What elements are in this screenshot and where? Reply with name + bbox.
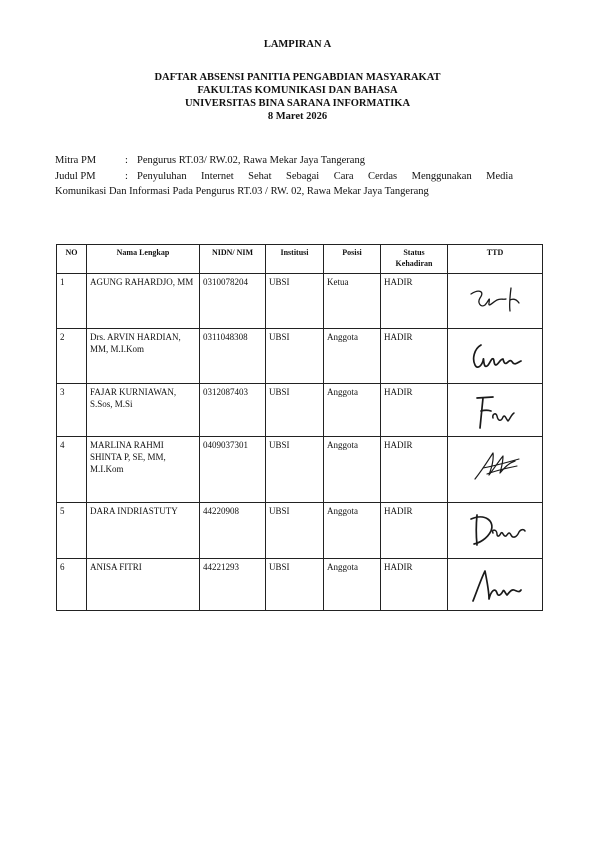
cell-nama: ANISA FITRI xyxy=(87,559,200,611)
cell-no: 5 xyxy=(57,503,87,559)
cell-nidn: 0312087403 xyxy=(200,384,266,437)
header-institusi: Institusi xyxy=(266,245,324,274)
attendance-table xyxy=(56,244,543,611)
cell-nama: FAJAR KURNIAWAN, S.Sos, M.Si xyxy=(87,384,200,437)
cell-ttd xyxy=(448,559,543,611)
signature-1 xyxy=(463,278,527,322)
document-date: 8 Maret 2026 xyxy=(267,111,328,122)
table-row xyxy=(57,274,543,329)
mitra-label: Mitra PM xyxy=(55,155,97,166)
document-title-line-2: FAKULTAS KOMUNIKASI DAN BAHASA xyxy=(197,85,398,96)
table-row xyxy=(57,437,543,503)
cell-no: 3 xyxy=(57,384,87,437)
cell-status: HADIR xyxy=(381,559,448,611)
header-nama: Nama Lengkap xyxy=(87,245,200,274)
table-header-row xyxy=(57,245,543,274)
cell-nama: DARA INDRIASTUTY xyxy=(87,503,200,559)
judul-label: Judul PM xyxy=(55,170,96,182)
cell-institusi: UBSI xyxy=(266,559,324,611)
cell-nidn: 0311048308 xyxy=(200,329,266,384)
cell-nidn: 0409037301 xyxy=(200,437,266,503)
header-ttd: TTD xyxy=(448,245,543,274)
header-status: Status Kehadiran xyxy=(381,245,448,274)
cell-institusi: UBSI xyxy=(266,274,324,329)
cell-ttd xyxy=(448,329,543,384)
cell-no: 2 xyxy=(57,329,87,384)
cell-status: HADIR xyxy=(381,274,448,329)
cell-nidn: 44220908 xyxy=(200,503,266,559)
mitra-colon: : xyxy=(125,155,128,166)
cell-ttd xyxy=(448,437,543,503)
signature-2 xyxy=(463,333,527,377)
cell-no: 6 xyxy=(57,559,87,611)
cell-status: HADIR xyxy=(381,437,448,503)
signature-6 xyxy=(463,563,527,607)
cell-no: 4 xyxy=(57,437,87,503)
cell-nama: MARLINA RAHMI SHINTA P, SE, MM, M.I.Kom xyxy=(87,437,200,503)
cell-posisi: Ketua xyxy=(324,274,381,329)
info-block xyxy=(55,153,513,200)
cell-nidn: 44221293 xyxy=(200,559,266,611)
header-no: NO xyxy=(57,245,87,274)
table-row xyxy=(57,329,543,384)
cell-status: HADIR xyxy=(381,503,448,559)
cell-nama: AGUNG RAHARDJO, MM xyxy=(87,274,200,329)
cell-posisi: Anggota xyxy=(324,559,381,611)
document-title-line-3: UNIVERSITAS BINA SARANA INFORMATIKA xyxy=(184,98,411,109)
judul-colon: : xyxy=(125,170,128,182)
judul-value: Penyuluhan Internet Sehat Sebagai Cara Cerdas Menggunakan Media xyxy=(137,170,513,182)
cell-posisi: Anggota xyxy=(324,437,381,503)
cell-status: HADIR xyxy=(381,329,448,384)
cell-posisi: Anggota xyxy=(324,503,381,559)
cell-ttd xyxy=(448,274,543,329)
table-row xyxy=(57,384,543,437)
cell-institusi: UBSI xyxy=(266,437,324,503)
cell-ttd xyxy=(448,503,543,559)
cell-institusi: UBSI xyxy=(266,503,324,559)
cell-no: 1 xyxy=(57,274,87,329)
cell-institusi: UBSI xyxy=(266,384,324,437)
judul-continuation: Komunikasi Dan Informasi Pada Pengurus RT.03 / RW. 02, Rawa Mekar Jaya Tangerang xyxy=(55,186,429,197)
appendix-heading: LAMPIRAN A xyxy=(263,39,332,50)
signature-4 xyxy=(463,441,527,485)
signature-3 xyxy=(463,388,527,432)
cell-posisi: Anggota xyxy=(324,384,381,437)
mitra-value: Pengurus RT.03/ RW.02, Rawa Mekar Jaya Tangerang xyxy=(137,155,365,166)
cell-posisi: Anggota xyxy=(324,329,381,384)
signature-5 xyxy=(463,507,527,551)
header-posisi: Posisi xyxy=(324,245,381,274)
cell-nidn: 0310078204 xyxy=(200,274,266,329)
header-nidn: NIDN/ NIM xyxy=(200,245,266,274)
cell-nama: Drs. ARVIN HARDIAN, MM, M.I.Kom xyxy=(87,329,200,384)
document-title-line-1: DAFTAR ABSENSI PANITIA PENGABDIAN MASYARAKAT xyxy=(154,72,441,83)
cell-status: HADIR xyxy=(381,384,448,437)
table-row xyxy=(57,559,543,611)
table-row xyxy=(57,503,543,559)
cell-institusi: UBSI xyxy=(266,329,324,384)
cell-ttd xyxy=(448,384,543,437)
